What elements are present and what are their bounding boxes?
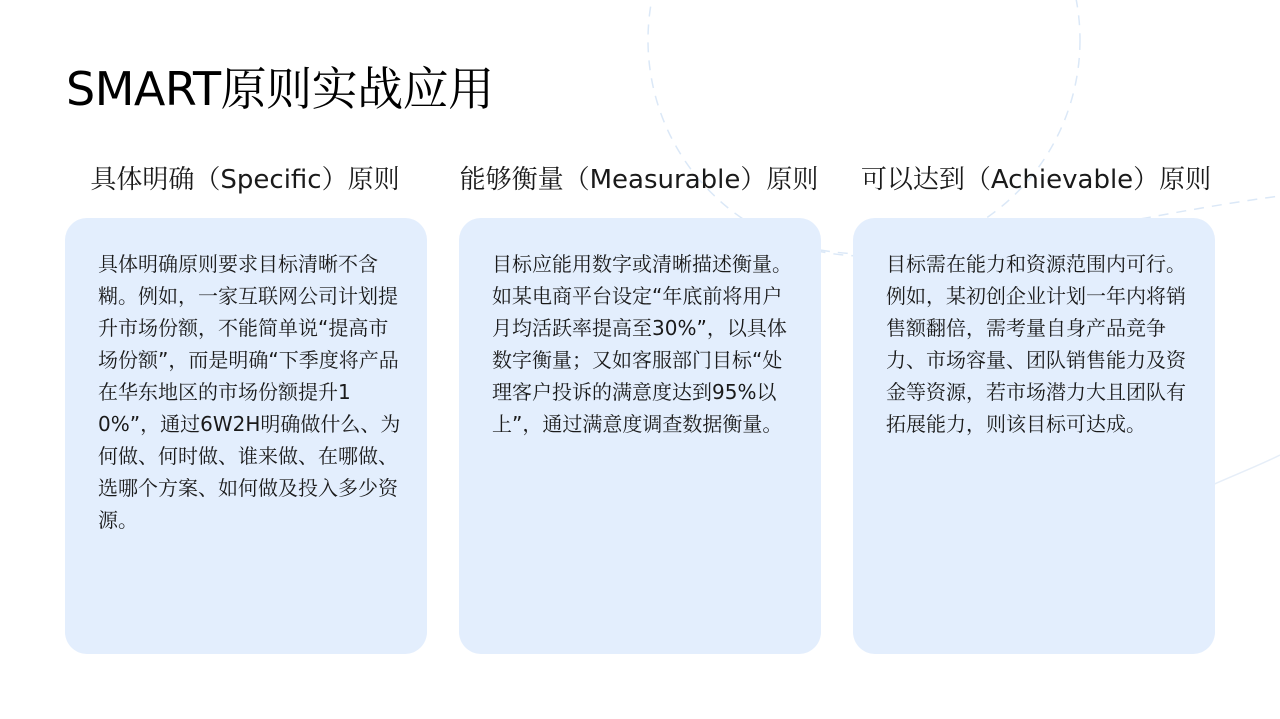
card-achievable-text: 目标需在能力和资源范围内可行。例如，某初创企业计划一年内将销售额翻倍，需考量自身产品竞争力、市场容量、团队销售能力及资金等资源，若市场潜力大且团队有拓展能力，则该目标可达成。: [886, 252, 1186, 436]
card-measurable: [459, 218, 821, 654]
heading-measurable: 能够衡量（Measurable）原则: [459, 165, 819, 195]
card-specific: [65, 218, 427, 654]
card-achievable: [853, 218, 1215, 654]
page-title: SMART原则实战应用: [66, 62, 494, 116]
card-measurable-text: 目标应能用数字或清晰描述衡量。如某电商平台设定“年底前将用户月均活跃率提高至30%”，以具体数字衡量；又如客服部门目标“处理客户投诉的满意度达到95%以上”，通过满意度调查数据衡量。: [492, 252, 792, 436]
heading-specific: 具体明确（Specific）原则: [90, 165, 400, 195]
card-specific-text: 具体明确原则要求目标清晰不含糊。例如，一家互联网公司计划提升市场份额，不能简单说“提高市场份额”，而是明确“下季度将产品在华东地区的市场份额提升10%”，通过6W2H明确做什么、为何做、何时做、谁来做、在哪做、选哪个方案、如何做及投入多少资源。: [98, 252, 401, 532]
heading-achievable: 可以达到（Achievable）原则: [860, 165, 1212, 195]
